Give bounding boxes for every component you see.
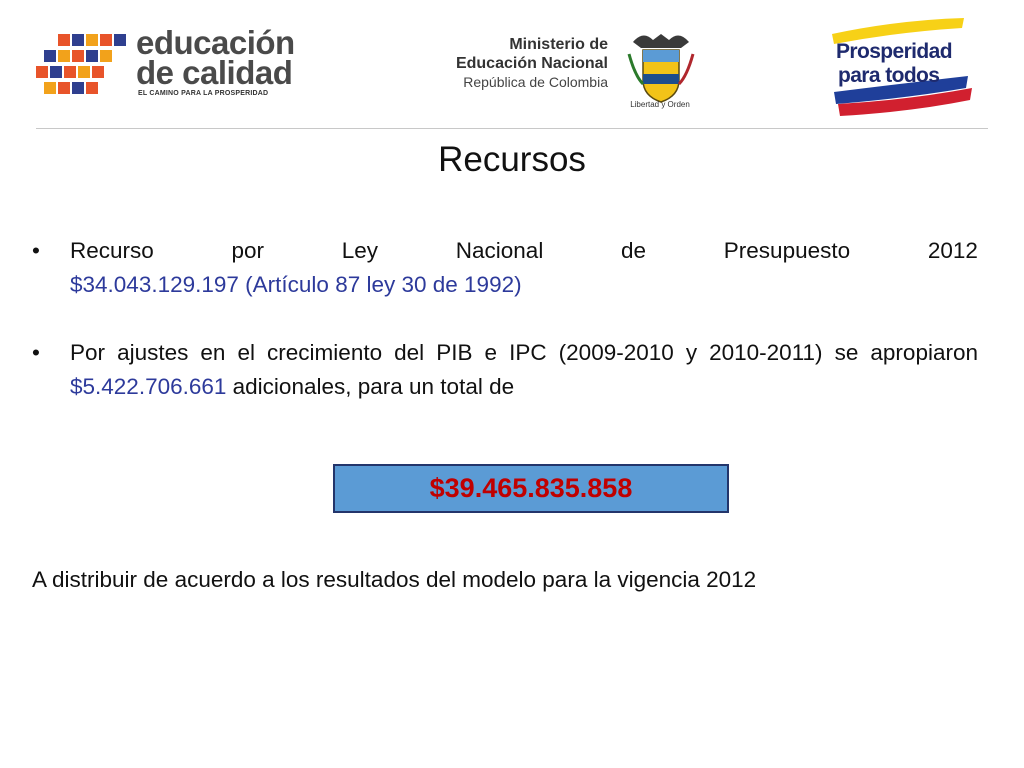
bullet-item-2	[32, 336, 978, 404]
bullet-1-word: por	[231, 238, 265, 263]
slide-title: Recursos	[438, 140, 586, 179]
bullet-2-text-before: Por ajustes en el crecimiento del PIB e IPC (2009-2010 y 2010-2011) se apropiaron	[70, 340, 978, 365]
ministerio-line2: Educación Nacional	[455, 55, 608, 72]
prosperidad-logo	[828, 18, 978, 118]
header	[0, 0, 1024, 128]
bullet-1-word: Nacional	[455, 238, 544, 263]
edu-logo-tagline: EL CAMINO PARA LA PROSPERIDAD	[138, 90, 269, 97]
total-amount-box: $39.465.835.858	[333, 464, 729, 513]
ministerio-logo	[404, 35, 608, 91]
edu-logo-line1: educación	[136, 24, 295, 61]
bullet-item-1	[32, 234, 978, 302]
bullet-1-line1	[70, 234, 978, 268]
bullet-1-amount: $34.043.129.197 (Artículo 87 ley 30 de 1992)	[70, 272, 522, 297]
educacion-de-calidad-logo	[36, 24, 316, 108]
header-divider	[36, 128, 988, 129]
prosperidad-line2: para todos	[838, 64, 940, 87]
bullet-2-text-after: adicionales, para un total de	[226, 374, 515, 399]
ministerio-line1: Ministerio de	[509, 36, 608, 53]
coat-of-arms-motto: Libertad y Orden	[630, 100, 690, 109]
bullet-list	[32, 234, 978, 404]
bullet-1-word: 2012	[927, 238, 978, 263]
prosperidad-line1: Prosperidad	[836, 40, 952, 63]
distribution-note: A distribuir de acuerdo a los resultados del modelo para la vigencia 2012	[32, 567, 757, 592]
bullet-1-word: Recurso	[70, 238, 154, 263]
edu-logo-line2: de calidad	[136, 54, 293, 91]
ministerio-line3: República de Colombia	[463, 74, 608, 90]
bullet-1-word: de	[621, 238, 647, 263]
cubes-logo-icon	[36, 34, 132, 102]
bullet-dot-icon: •	[32, 238, 40, 263]
bullet-1-word: Ley	[341, 238, 379, 263]
bullet-1-word: Presupuesto	[723, 238, 851, 263]
bullet-dot-icon: •	[32, 340, 40, 365]
bullet-2-amount: $5.422.706.661	[70, 374, 227, 399]
